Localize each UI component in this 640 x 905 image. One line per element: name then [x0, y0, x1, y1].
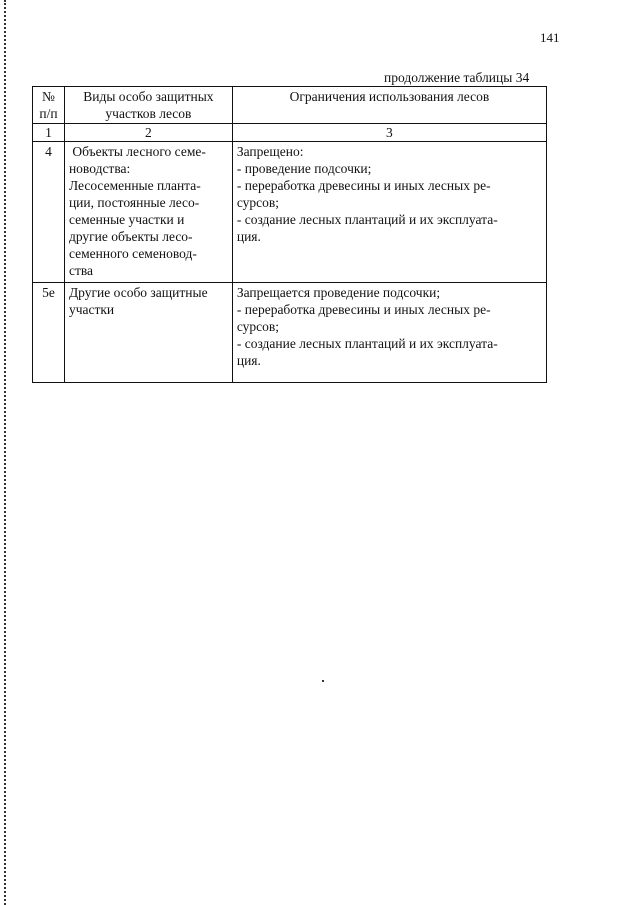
table-row: [33, 283, 547, 383]
usage-limit-line: сурсов;: [236, 195, 280, 210]
column-index-3: 3: [232, 124, 546, 142]
table-row: [33, 142, 547, 283]
usage-limit-line: Запрещается проведение подсочки;: [236, 285, 441, 300]
header-area-type-line-2: участков лесов: [105, 106, 192, 121]
area-type-line: Объекты лесного семе-: [68, 144, 206, 159]
area-type-line: семенные участки и: [68, 212, 185, 227]
area-type-cell: [64, 142, 232, 283]
usage-limits-cell: [232, 283, 546, 383]
table-index-row: [33, 124, 547, 142]
table-continuation-caption: продолжение таблицы 34: [384, 70, 530, 85]
area-type-line: участки: [68, 302, 115, 317]
restrictions-table: [32, 86, 547, 383]
page-number: 141: [540, 30, 560, 45]
table-header-row: [33, 87, 547, 124]
usage-limit-line: - создание лесных плантаций и их эксплуата-: [236, 336, 498, 351]
row-number: 5е: [33, 283, 65, 383]
usage-limit-line: - переработка древесины и иных лесных ре-: [236, 302, 491, 317]
row-number: 4: [33, 142, 65, 283]
header-number-line-1: №: [42, 89, 55, 104]
usage-limit-line: - проведение подсочки;: [236, 161, 372, 176]
usage-limit-line: сурсов;: [236, 319, 280, 334]
usage-limit-line: - переработка древесины и иных лесных ре-: [236, 178, 491, 193]
area-type-line: ства: [68, 263, 94, 278]
usage-limit-line: - создание лесных плантаций и их эксплуата-: [236, 212, 498, 227]
usage-limit-line: Запрещено:: [236, 144, 304, 159]
usage-limits-cell: [232, 142, 546, 283]
header-number: [33, 87, 65, 124]
binding-margin-mark: [4, 0, 9, 905]
header-number-line-2: п/п: [39, 106, 58, 121]
header-area-type-line-1: Виды особо защитных: [83, 89, 214, 104]
area-type-line: новодства:: [68, 161, 131, 176]
area-type-line: семенного семеновод-: [68, 246, 197, 261]
area-type-cell: [64, 283, 232, 383]
area-type-line: другие объекты лесо-: [68, 229, 193, 244]
column-index-1: 1: [33, 124, 65, 142]
usage-limit-line: ция.: [236, 229, 261, 244]
usage-limit-line: ция.: [236, 353, 261, 368]
scan-speck: [322, 680, 324, 682]
area-type-line: Другие особо защитные: [68, 285, 208, 300]
header-usage-limits: Ограничения использования лесов: [232, 87, 546, 124]
column-index-2: 2: [64, 124, 232, 142]
area-type-line: Лесосеменные планта-: [68, 178, 201, 193]
area-type-line: ции, постоянные лесо-: [68, 195, 200, 210]
header-area-type: [64, 87, 232, 124]
